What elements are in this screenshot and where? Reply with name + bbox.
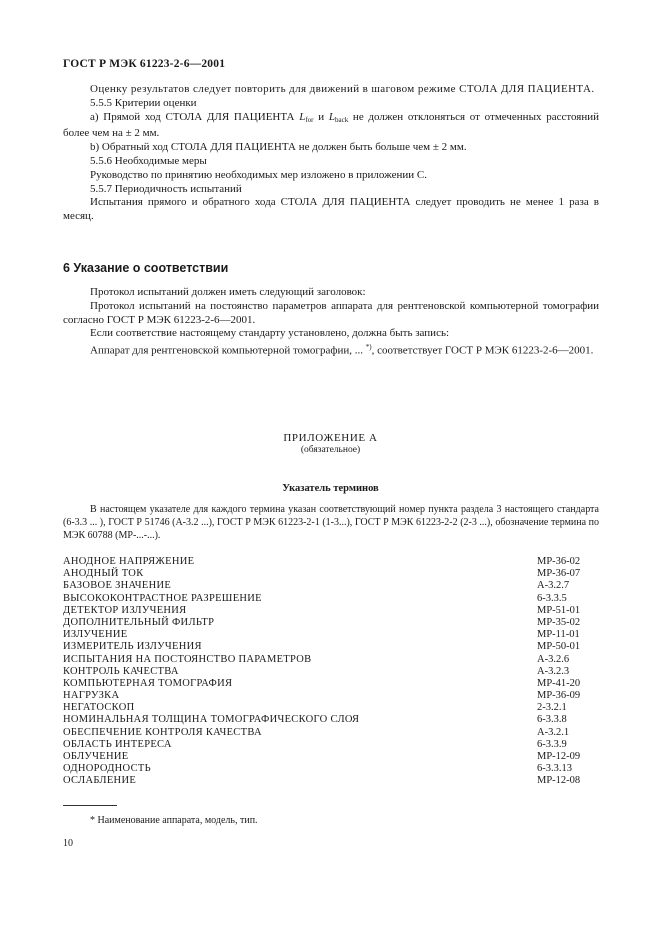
section-6-text	[63, 286, 599, 359]
criterion-b: b) Обратный ход СТОЛА ДЛЯ ПАЦИЕНТА не должен быть больше чем ± 2 мм.	[90, 141, 467, 154]
term-name: ДОПОЛНИТЕЛЬНЫЙ ФИЛЬТР	[63, 616, 215, 628]
criterion-a-text: a) Прямой ход СТОЛА ДЛЯ ПАЦИЕНТА	[90, 110, 300, 123]
term-name: АНОДНОЕ НАПРЯЖЕНИЕ	[63, 556, 195, 567]
subsection-5-5-5-heading: 5.5.5 Критерии оценки	[90, 96, 197, 109]
paragraph-periodicity: Испытания прямого и обратного хода СТОЛА ДЛЯ ПАЦИЕНТА следует проводить не менее 1 раза в месяц.	[63, 196, 599, 223]
subsection-5-5-7-heading: 5.5.7 Периодичность испытаний	[90, 182, 242, 195]
criterion-a	[63, 111, 599, 142]
term-reference: MP-12-08	[537, 775, 581, 787]
index-intro-paragraph: В настоящем указателе для каждого термина указан соответствующий номер пункта раздела 3 настоящего стандарта (6-3.3 ... ), ГОСТ Р 51746 (А-3.2 ...), ГОСТ Р МЭК 61223-2-1 (1-3...), ГОСТ Р МЭК 61223-2-2 (2-3 ...), обозначение термина по МЭК 60788 (MP-...-...).	[63, 504, 599, 541]
term-reference: А-3.2.1	[537, 726, 570, 738]
term-row	[63, 605, 599, 617]
term-reference: 6-3.3.13	[537, 763, 572, 775]
term-reference: MP-35-02	[537, 616, 581, 628]
symbol-l-for: L	[299, 110, 306, 123]
term-row	[63, 763, 599, 775]
paragraph-conformity: Если соответствие настоящему стандарту установлено, должна быть запись:	[90, 327, 450, 340]
term-row	[63, 775, 599, 787]
term-name: ОСЛАБЛЕНИЕ	[63, 775, 137, 787]
term-reference: MP-41-20	[537, 677, 581, 689]
term-name: КОМПЬЮТЕРНАЯ ТОМОГРАФИЯ	[63, 677, 233, 689]
term-row	[63, 690, 599, 702]
term-name: ИСПЫТАНИЯ НА ПОСТОЯНСТВО ПАРАМЕТРОВ	[63, 653, 312, 665]
term-name: КОНТРОЛЬ КАЧЕСТВА	[63, 665, 179, 677]
term-name: ИЗМЕРИТЕЛЬ ИЗЛУЧЕНИЯ	[63, 641, 202, 653]
term-reference: 6-3.3.5	[537, 592, 567, 604]
terms-index-list	[63, 556, 599, 788]
term-row	[63, 702, 599, 714]
page-number: 10	[63, 838, 73, 849]
term-reference: MP-36-02	[537, 556, 581, 567]
symbol-l-back: L	[328, 110, 335, 123]
term-reference: А-3.2.6	[537, 653, 570, 665]
term-name: БАЗОВОЕ ЗНАЧЕНИЕ	[63, 580, 172, 592]
term-reference: 6-3.3.8	[537, 714, 567, 726]
term-reference: MP-50-01	[537, 641, 581, 653]
term-row	[63, 568, 599, 580]
record-text: Аппарат для рентгеновской компьютерной томографии, ...	[90, 344, 366, 357]
term-name: ИЗЛУЧЕНИЕ	[63, 629, 128, 641]
term-row	[63, 714, 599, 726]
section-6-heading: 6 Указание о соответствии	[63, 261, 229, 275]
index-intro	[63, 504, 599, 542]
term-reference: MP-36-07	[537, 568, 581, 580]
term-reference: А-3.2.7	[537, 580, 570, 592]
term-name: ОДНОРОДНОСТЬ	[63, 763, 151, 775]
term-row	[63, 739, 599, 751]
term-name: ОБЛУЧЕНИЕ	[63, 751, 129, 762]
footnote-mark: *)	[365, 343, 372, 352]
subsection-5-5-6-heading: 5.5.6 Необходимые меры	[90, 154, 207, 167]
term-name: ДЕТЕКТОР ИЗЛУЧЕНИЯ	[63, 604, 187, 616]
term-row	[63, 751, 599, 763]
term-row	[63, 727, 599, 739]
index-title: Указатель терминов	[282, 483, 379, 494]
term-row	[63, 666, 599, 678]
criterion-a-tail: не должен отклоняться от отмеченных расстояний более чем на ± 2 мм.	[63, 110, 600, 140]
paragraph-protocol-header: Протокол испытаний должен иметь следующий заголовок:	[90, 286, 366, 298]
subscript-for: for	[305, 115, 314, 124]
term-reference: MP-11-01	[537, 629, 580, 641]
term-reference: MP-36-09	[537, 690, 581, 702]
footnote: * Наименование аппарата, модель, тип.	[90, 815, 258, 826]
appendix-subtitle: (обязательное)	[300, 445, 361, 455]
term-name: ОБЕСПЕЧЕНИЕ КОНТРОЛЯ КАЧЕСТВА	[63, 726, 262, 738]
footnote-divider	[63, 805, 117, 806]
term-reference: MP-51-01	[537, 604, 581, 616]
term-row	[63, 556, 599, 568]
term-name: НЕГАТОСКОП	[63, 702, 135, 714]
subscript-back: back	[334, 115, 349, 124]
appendix-title: ПРИЛОЖЕНИЕ А	[283, 432, 378, 444]
term-row	[63, 593, 599, 605]
term-name: ВЫСОКОКОНТРАСТНОЕ РАЗРЕШЕНИЕ	[63, 592, 262, 604]
term-reference: MP-12-09	[537, 751, 581, 762]
term-name: ОБЛАСТЬ ИНТЕРЕСА	[63, 738, 172, 750]
term-row	[63, 678, 599, 690]
term-reference: А-3.2.3	[537, 665, 570, 677]
term-name: НОМИНАЛЬНАЯ ТОЛЩИНА ТОМОГРАФИЧЕСКОГО СЛОЯ	[63, 714, 360, 726]
document-header: ГОСТ Р МЭК 61223-2-6—2001	[63, 58, 226, 70]
conjunction: и	[313, 110, 329, 123]
paragraph-protocol-title: Протокол испытаний на постоянство параметров аппарата для рентгеновской компьютерной томографии согласно ГОСТ Р МЭК 61223-2-6—2001.	[63, 299, 599, 326]
term-name: АНОДНЫЙ ТОК	[63, 568, 144, 580]
term-row	[63, 629, 599, 641]
paragraph-record	[63, 341, 599, 358]
term-row	[63, 654, 599, 666]
term-reference: 6-3.3.9	[537, 738, 567, 750]
record-tail: , соответствует ГОСТ Р МЭК 61223-2-6—2001.	[371, 344, 594, 357]
term-row	[63, 617, 599, 629]
term-row	[63, 580, 599, 592]
term-name: НАГРУЗКА	[63, 690, 120, 702]
paragraph-measures: Руководство по принятию необходимых мер изложено в приложении С.	[90, 168, 427, 181]
term-row	[63, 641, 599, 653]
term-reference: 2-3.2.1	[537, 702, 567, 714]
paragraph-repeat-evaluation: Оценку результатов следует повторить для движений в шаговом режиме СТОЛА ДЛЯ ПАЦИЕНТА.	[90, 83, 595, 95]
section-5-5-text	[63, 83, 599, 224]
